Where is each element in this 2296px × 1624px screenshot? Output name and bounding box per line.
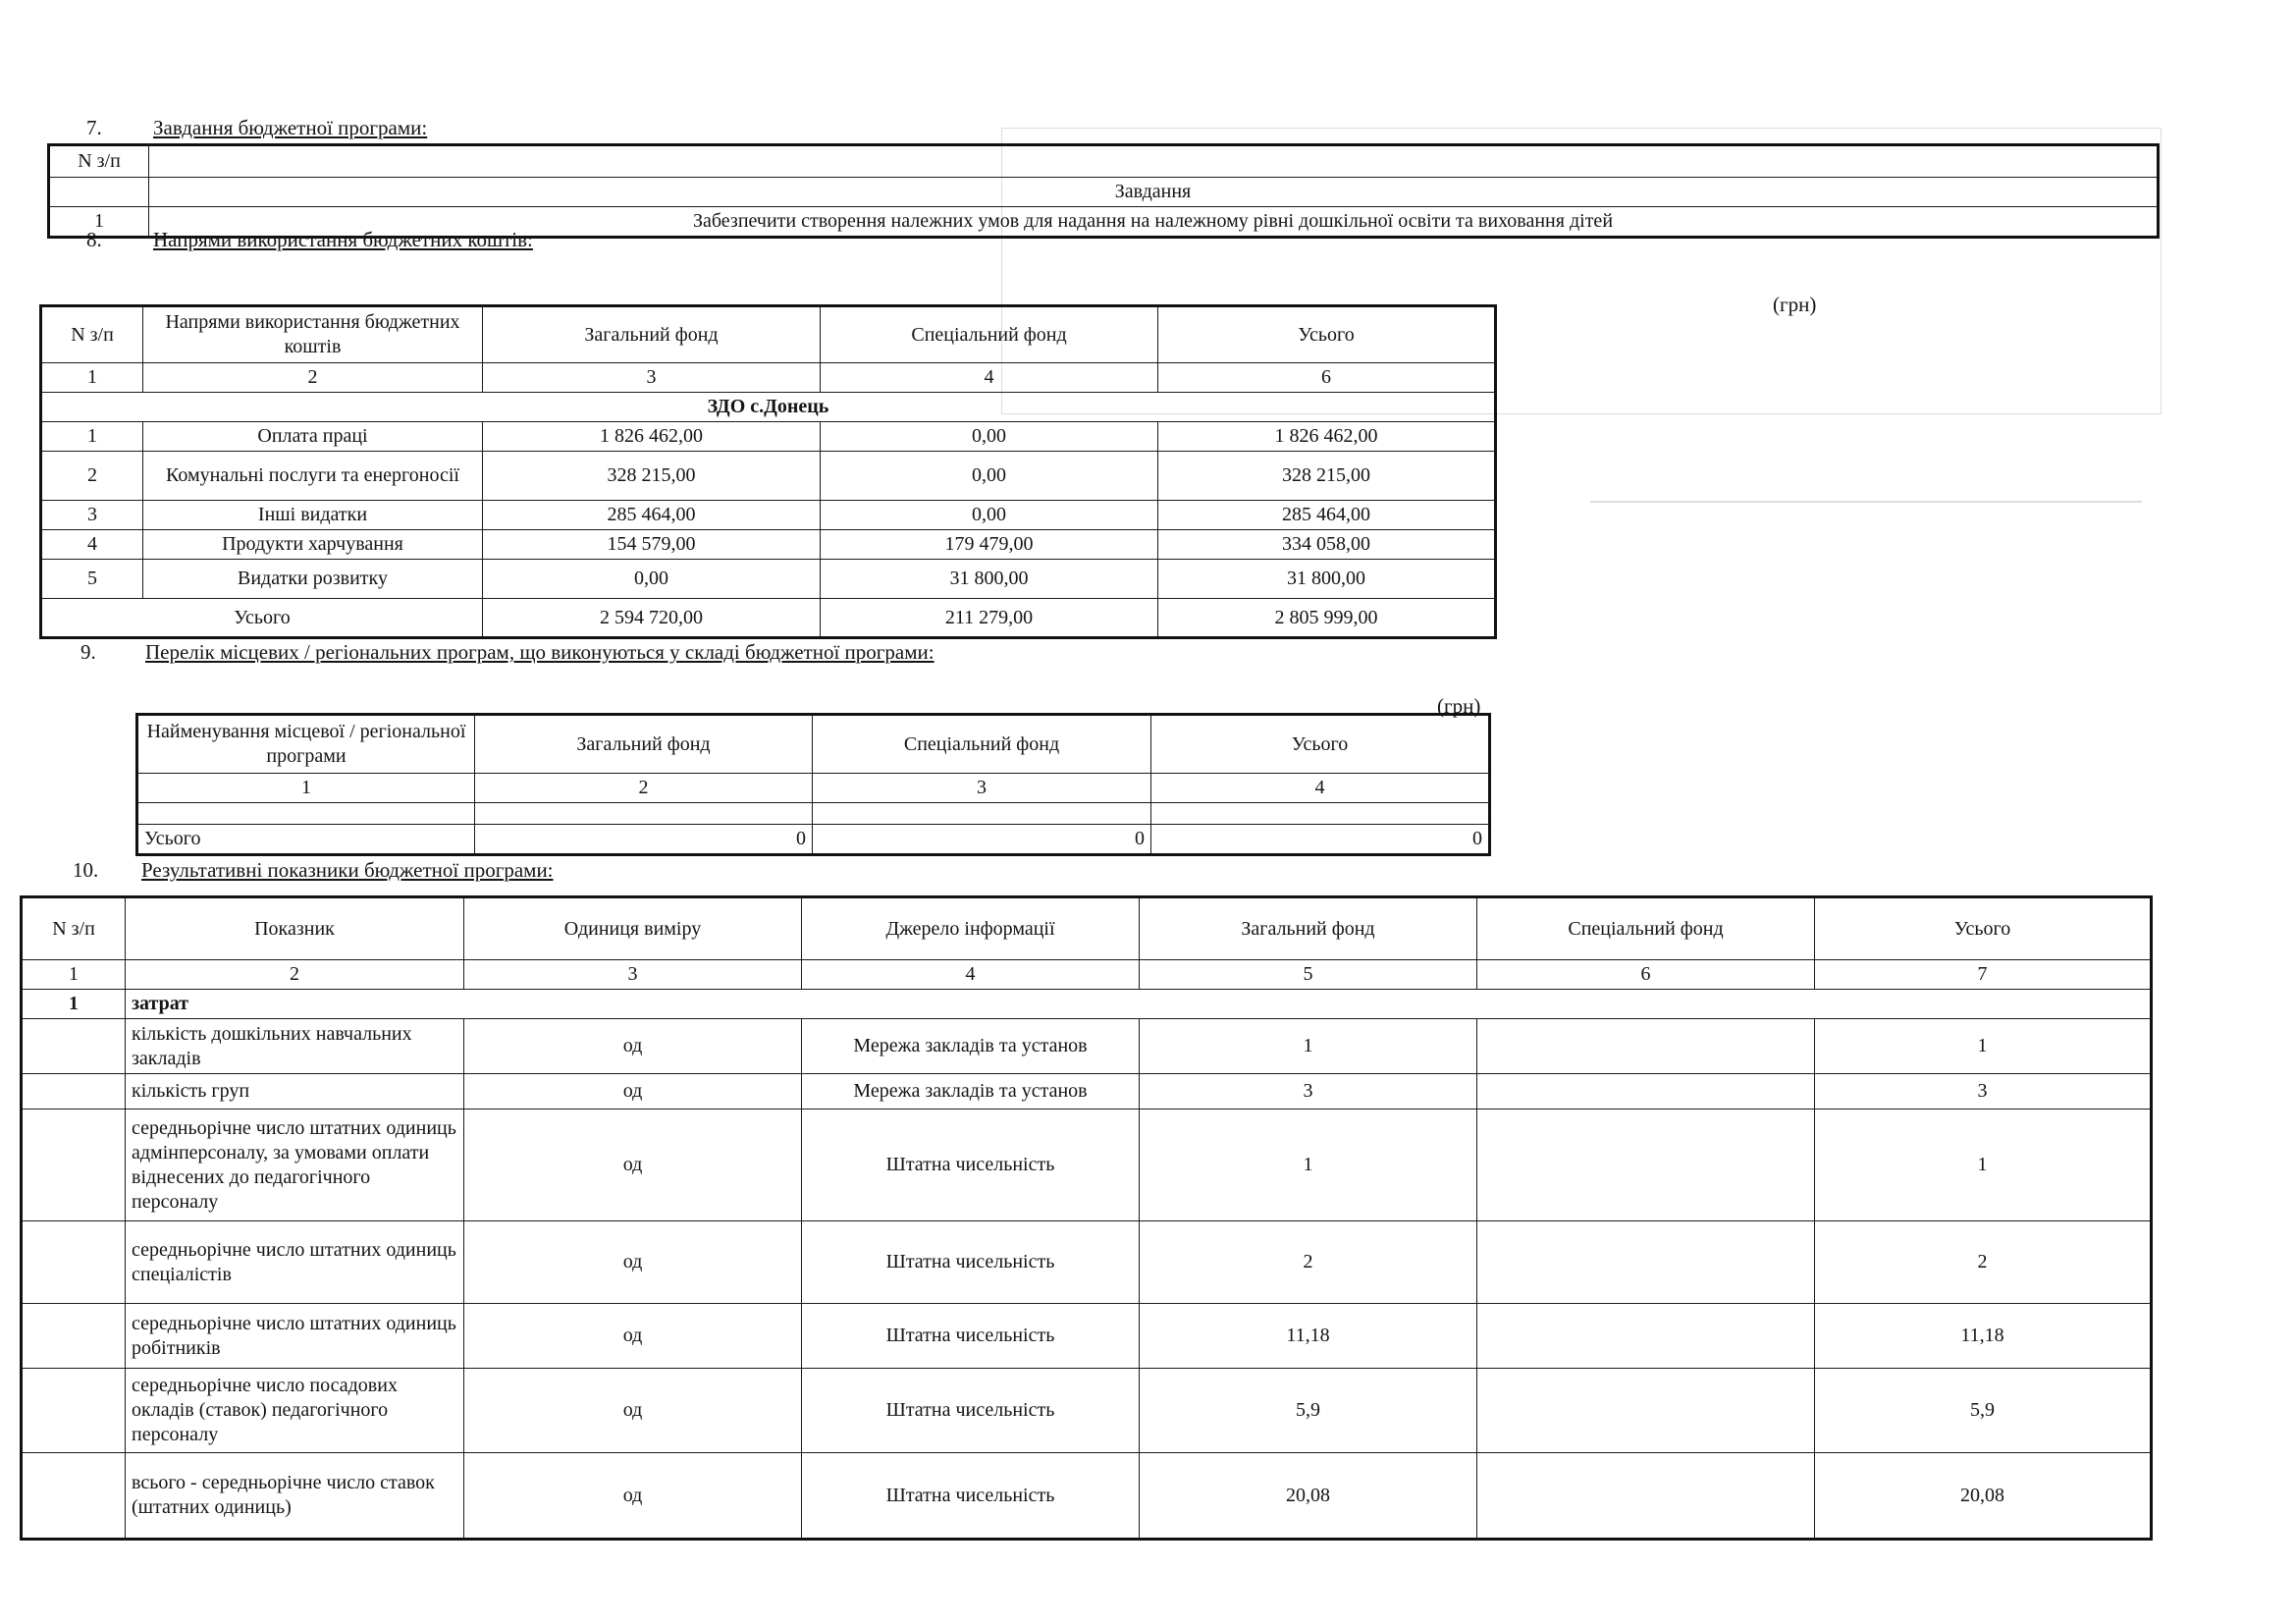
indicator-name-cell: середньорічне число посадових окладів (ставок) педагогічного персоналу xyxy=(126,1369,464,1453)
header-cell: Одиниця виміру xyxy=(464,897,802,960)
table-header-row xyxy=(41,306,1496,363)
special-fund-cell xyxy=(1477,1369,1815,1453)
special-fund-cell: 0,00 xyxy=(821,452,1158,501)
total-label: Усього xyxy=(137,825,475,855)
column-number: 6 xyxy=(1477,960,1815,990)
bleed-through-line xyxy=(1590,501,2142,503)
table-row xyxy=(41,452,1496,501)
source-cell: Мережа закладів та установ xyxy=(802,1074,1140,1110)
row-number-cell: 3 xyxy=(41,501,143,530)
grand-total: 2 805 999,00 xyxy=(1158,599,1496,638)
table-row xyxy=(22,1453,2152,1540)
indicator-name-cell: всього - середньорічне число ставок (штатних одиниць) xyxy=(126,1453,464,1540)
indicator-name-cell: кількість дошкільних навчальних закладів xyxy=(126,1019,464,1074)
direction-name-cell: Комунальні послуги та енергоносії xyxy=(143,452,483,501)
header-cell: Показник xyxy=(126,897,464,960)
table-row xyxy=(22,1369,2152,1453)
source-cell: Штатна чисельність xyxy=(802,1304,1140,1369)
direction-name-cell: Продукти харчування xyxy=(143,530,483,560)
source-cell: Штатна чисельність xyxy=(802,1369,1140,1453)
special-fund-cell xyxy=(1477,1221,1815,1304)
general-fund-cell: 20,08 xyxy=(1140,1453,1477,1540)
section-number: 7. xyxy=(86,116,102,139)
table-row xyxy=(41,530,1496,560)
column-number-row xyxy=(22,960,2152,990)
header-cell: Усього xyxy=(1158,306,1496,363)
group-title: ЗДО с.Донець xyxy=(41,393,1496,422)
total-cell: 31 800,00 xyxy=(1158,560,1496,599)
section-title: Завдання бюджетної програми: xyxy=(153,116,428,139)
currency-unit-label: (грн) xyxy=(1437,694,1481,718)
indicator-name-cell: середньорічне число штатних одиниць адмінперсоналу, за умовами оплати віднесених до педагогічного персоналу xyxy=(126,1110,464,1221)
performance-indicators-table xyxy=(20,895,2153,1541)
special-fund-cell: 31 800,00 xyxy=(821,560,1158,599)
table-row xyxy=(41,422,1496,452)
general-fund-total: 2 594 720,00 xyxy=(483,599,821,638)
column-number: 1 xyxy=(22,960,126,990)
currency-unit-label: (грн) xyxy=(1773,293,1817,316)
budget-directions-table xyxy=(39,304,1497,639)
source-cell: Штатна чисельність xyxy=(802,1453,1140,1540)
column-number: 5 xyxy=(1140,960,1477,990)
header-cell: Загальний фонд xyxy=(475,715,813,774)
general-fund-cell: 11,18 xyxy=(1140,1304,1477,1369)
column-number: 3 xyxy=(464,960,802,990)
unit-cell: од xyxy=(464,1369,802,1453)
total-cell: 334 058,00 xyxy=(1158,530,1496,560)
empty-cell xyxy=(1151,803,1490,825)
empty-cell xyxy=(22,1369,126,1453)
special-fund-cell: 0,00 xyxy=(821,501,1158,530)
group-name: затрат xyxy=(126,990,2152,1019)
general-fund-cell: 1 826 462,00 xyxy=(483,422,821,452)
header-cell: Спеціальний фонд xyxy=(821,306,1158,363)
general-fund-cell: 5,9 xyxy=(1140,1369,1477,1453)
table-header-row xyxy=(22,897,2152,960)
total-cell: 20,08 xyxy=(1815,1453,2152,1540)
general-fund-cell: 3 xyxy=(1140,1074,1477,1110)
section-number: 10. xyxy=(73,858,99,882)
special-fund-total: 0 xyxy=(813,825,1151,855)
column-number: 2 xyxy=(475,774,813,803)
column-number: 4 xyxy=(1151,774,1490,803)
header-cell: N з/п xyxy=(22,897,126,960)
general-fund-cell: 154 579,00 xyxy=(483,530,821,560)
header-cell: N з/п xyxy=(49,145,149,178)
header-cell: Усього xyxy=(1815,897,2152,960)
column-number-row xyxy=(41,363,1496,393)
header-cell: Загальний фонд xyxy=(1140,897,1477,960)
special-fund-cell xyxy=(1477,1019,1815,1074)
column-number: 2 xyxy=(126,960,464,990)
table-header-row xyxy=(49,145,2159,178)
group-title-row xyxy=(41,393,1496,422)
column-number: 4 xyxy=(821,363,1158,393)
indicator-name-cell: кількість груп xyxy=(126,1074,464,1110)
header-cell: Джерело інформації xyxy=(802,897,1140,960)
group-row xyxy=(22,990,2152,1019)
total-cell: 1 xyxy=(1815,1019,2152,1074)
row-number-cell: 5 xyxy=(41,560,143,599)
column-number: 4 xyxy=(802,960,1140,990)
empty-cell xyxy=(813,803,1151,825)
column-number: 3 xyxy=(813,774,1151,803)
column-number: 2 xyxy=(143,363,483,393)
total-cell: 285 464,00 xyxy=(1158,501,1496,530)
empty-cell xyxy=(22,1453,126,1540)
general-fund-cell: 285 464,00 xyxy=(483,501,821,530)
special-fund-cell xyxy=(1477,1453,1815,1540)
section-title: Напрями використання бюджетних коштів: xyxy=(153,228,533,251)
empty-cell xyxy=(22,1304,126,1369)
total-cell: 328 215,00 xyxy=(1158,452,1496,501)
total-label: Усього xyxy=(41,599,483,638)
header-cell: Усього xyxy=(1151,715,1490,774)
total-cell: 11,18 xyxy=(1815,1304,2152,1369)
column-number: 3 xyxy=(483,363,821,393)
column-number: 6 xyxy=(1158,363,1496,393)
header-cell: Загальний фонд xyxy=(483,306,821,363)
source-cell: Штатна чисельність xyxy=(802,1221,1140,1304)
table-header-row xyxy=(137,715,1490,774)
direction-name-cell: Інші видатки xyxy=(143,501,483,530)
table-row xyxy=(22,1019,2152,1074)
group-number: 1 xyxy=(22,990,126,1019)
general-fund-cell: 2 xyxy=(1140,1221,1477,1304)
direction-name-cell: Оплата праці xyxy=(143,422,483,452)
general-fund-cell: 0,00 xyxy=(483,560,821,599)
unit-cell: од xyxy=(464,1019,802,1074)
table-row xyxy=(22,1110,2152,1221)
total-cell: 1 826 462,00 xyxy=(1158,422,1496,452)
row-number-cell: 2 xyxy=(41,452,143,501)
table-row xyxy=(22,1221,2152,1304)
general-fund-total: 0 xyxy=(475,825,813,855)
column-number: 1 xyxy=(41,363,143,393)
general-fund-cell: 1 xyxy=(1140,1019,1477,1074)
total-row xyxy=(137,825,1490,855)
unit-cell: од xyxy=(464,1453,802,1540)
general-fund-cell: 1 xyxy=(1140,1110,1477,1221)
section-number: 8. xyxy=(86,228,102,251)
section-title: Результативні показники бюджетної програми: xyxy=(141,858,554,882)
table-row xyxy=(41,560,1496,599)
header-cell: Найменування місцевої / регіональної програми xyxy=(137,715,475,774)
column-number: 7 xyxy=(1815,960,2152,990)
total-cell: 5,9 xyxy=(1815,1369,2152,1453)
empty-cell xyxy=(22,1110,126,1221)
table-row xyxy=(41,501,1496,530)
column-number: 1 xyxy=(137,774,475,803)
header-cell: Спеціальний фонд xyxy=(813,715,1151,774)
header-cell: Спеціальний фонд xyxy=(1477,897,1815,960)
tasks-table xyxy=(47,143,2160,239)
row-number-cell: 4 xyxy=(41,530,143,560)
total-row xyxy=(41,599,1496,638)
row-number-cell: 1 xyxy=(41,422,143,452)
header-cell: Напрями використання бюджетних коштів xyxy=(143,306,483,363)
general-fund-cell: 328 215,00 xyxy=(483,452,821,501)
special-fund-total: 211 279,00 xyxy=(821,599,1158,638)
empty-cell xyxy=(475,803,813,825)
total-cell: 2 xyxy=(1815,1221,2152,1304)
header-cell xyxy=(149,145,2159,178)
source-cell: Мережа закладів та установ xyxy=(802,1019,1140,1074)
unit-cell: од xyxy=(464,1110,802,1221)
table-row xyxy=(22,1074,2152,1110)
table-row xyxy=(137,803,1490,825)
special-fund-cell xyxy=(1477,1074,1815,1110)
total-cell: 1 xyxy=(1815,1110,2152,1221)
grand-total: 0 xyxy=(1151,825,1490,855)
empty-cell xyxy=(22,1019,126,1074)
total-cell: 3 xyxy=(1815,1074,2152,1110)
row-number-cell: 1 xyxy=(49,207,149,238)
header-cell xyxy=(49,178,149,207)
source-cell: Штатна чисельність xyxy=(802,1110,1140,1221)
special-fund-cell xyxy=(1477,1304,1815,1369)
header-cell: N з/п xyxy=(41,306,143,363)
indicator-name-cell: середньорічне число штатних одиниць спеціалістів xyxy=(126,1221,464,1304)
empty-cell xyxy=(137,803,475,825)
unit-cell: од xyxy=(464,1221,802,1304)
special-fund-cell: 0,00 xyxy=(821,422,1158,452)
regional-programs-table xyxy=(135,713,1491,856)
header-cell: Завдання xyxy=(149,178,2159,207)
empty-cell xyxy=(22,1221,126,1304)
section-number: 9. xyxy=(80,640,96,664)
special-fund-cell: 179 479,00 xyxy=(821,530,1158,560)
indicator-name-cell: середньорічне число штатних одиниць робітників xyxy=(126,1304,464,1369)
column-number-row xyxy=(137,774,1490,803)
task-cell: Забезпечити створення належних умов для надання на належному рівні дошкільної освіти та виховання дітей xyxy=(149,207,2159,238)
unit-cell: од xyxy=(464,1074,802,1110)
unit-cell: од xyxy=(464,1304,802,1369)
special-fund-cell xyxy=(1477,1110,1815,1221)
table-row xyxy=(22,1304,2152,1369)
empty-cell xyxy=(22,1074,126,1110)
section-title: Перелік місцевих / регіональних програм, що виконуються у складі бюджетної програми: xyxy=(145,640,934,664)
direction-name-cell: Видатки розвитку xyxy=(143,560,483,599)
table-header-row xyxy=(49,178,2159,207)
